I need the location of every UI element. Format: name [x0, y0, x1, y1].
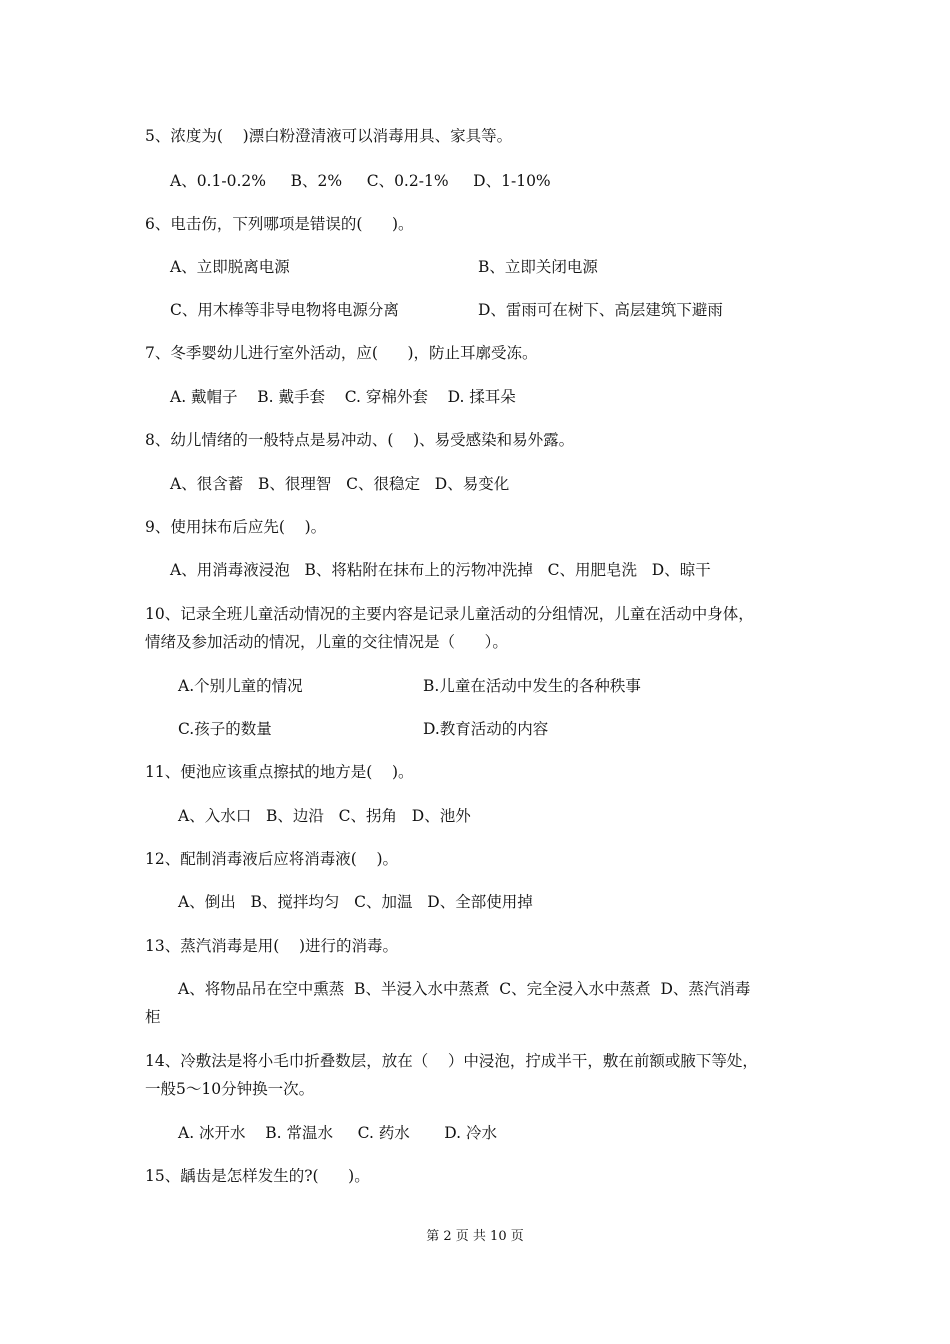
question-6-option-d: D、雷雨可在树下、高层建筑下避雨: [478, 301, 723, 319]
question-10-stem-line-1: 10、记录全班儿童活动情况的主要内容是记录儿童活动的分组情况，儿童在活动中身体，: [145, 605, 754, 623]
question-11-options: A、入水口 B、边沿 C、拐角 D、池外: [178, 807, 471, 825]
question-7-stem: 7、冬季婴幼儿进行室外活动，应( )，防止耳廓受冻。: [145, 344, 538, 362]
question-6-option-b: B、立即关闭电源: [478, 258, 598, 276]
question-10-option-a: A.个别儿童的情况: [178, 677, 303, 695]
question-6-stem: 6、电击伤，下列哪项是错误的( )。: [145, 215, 414, 233]
question-10-option-b: B.儿童在活动中发生的各种秩事: [423, 677, 641, 695]
question-15-stem: 15、龋齿是怎样发生的?( )。: [145, 1167, 370, 1185]
question-13-options-line-2: 柜: [145, 1008, 161, 1026]
question-6-option-c: C、用木棒等非导电物将电源分离: [170, 301, 399, 319]
question-10-option-c: C.孩子的数量: [178, 720, 272, 738]
question-10-option-d: D.教育活动的内容: [423, 720, 549, 738]
question-13-stem: 13、蒸汽消毒是用( )进行的消毒。: [145, 937, 399, 955]
question-7-options: A. 戴帽子 B. 戴手套 C. 穿棉外套 D. 揉耳朵: [170, 388, 516, 406]
question-12-stem: 12、配制消毒液后应将消毒液( )。: [145, 850, 399, 868]
question-8-stem: 8、幼儿情绪的一般特点是易冲动、( )、易受感染和易外露。: [145, 431, 575, 449]
question-9-stem: 9、使用抹布后应先( )。: [145, 518, 327, 536]
question-6-option-a: A、立即脱离电源: [170, 258, 290, 276]
question-10-stem-line-2: 情绪及参加活动的情况，儿童的交往情况是（ ）。: [145, 633, 508, 651]
question-14-options: A. 冰开水 B. 常温水 C. 药水 D. 冷水: [178, 1124, 498, 1142]
question-9-options: A、用消毒液浸泡 B、将粘附在抹布上的污物冲洗掉 C、用肥皂洗 D、晾干: [170, 561, 711, 579]
question-14-stem-line-2: 一般5～10分钟换一次。: [145, 1080, 315, 1098]
question-14-stem-line-1: 14、冷敷法是将小毛巾折叠数层，放在（ ）中浸泡，拧成半干，敷在前额或腋下等处，: [145, 1052, 758, 1070]
question-12-options: A、倒出 B、搅拌均匀 C、加温 D、全部使用掉: [178, 893, 533, 911]
question-8-options: A、很含蓄 B、很理智 C、很稳定 D、易变化: [170, 475, 510, 493]
page-footer: 第 2 页 共 10 页: [426, 1229, 524, 1244]
question-5-options: A、0.1-0.2% B、2% C、0.2-1% D、1-10%: [170, 172, 551, 190]
question-13-options-line-1: A、将物品吊在空中熏蒸 B、半浸入水中蒸煮 C、完全浸入水中蒸煮 D、蒸汽消毒: [178, 980, 751, 998]
question-5-stem: 5、浓度为( )漂白粉澄清液可以消毒用具、家具等。: [145, 127, 513, 145]
question-11-stem: 11、便池应该重点擦拭的地方是( )。: [145, 763, 414, 781]
